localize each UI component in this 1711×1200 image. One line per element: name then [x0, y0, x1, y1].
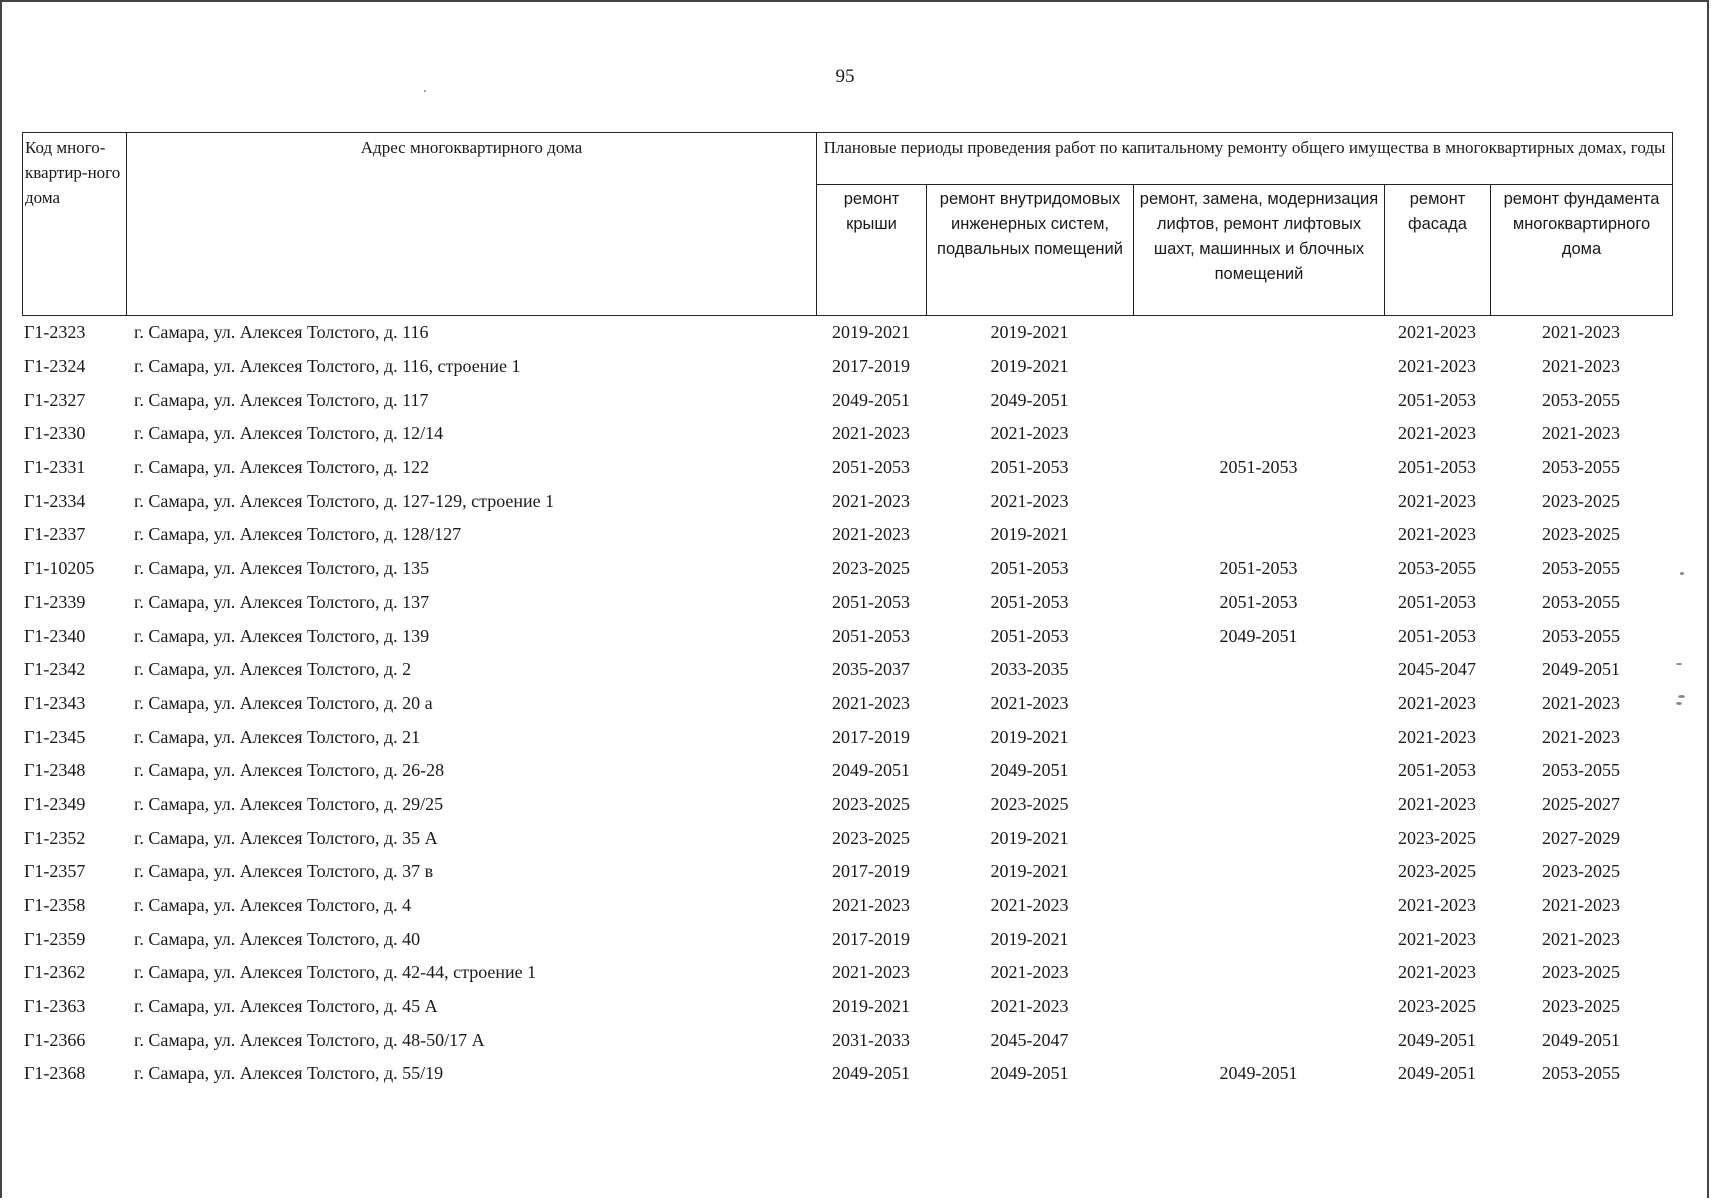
row-foundation-period: 2053-2055	[1542, 625, 1620, 646]
row-roof-period: 2049-2051	[832, 760, 910, 781]
row-elevators-period	[1133, 484, 1384, 518]
row-elevators-period	[1133, 383, 1384, 417]
row-code: Г1-2343	[24, 692, 86, 713]
table-body	[22, 316, 1672, 1091]
row-elevators-period	[1133, 687, 1384, 721]
row-address: г. Самара, ул. Алексея Толстого, д. 26-28	[134, 760, 445, 781]
row-engineering-period: 2021-2023	[990, 692, 1069, 713]
table-row	[22, 1057, 1672, 1091]
row-elevators-period	[1133, 417, 1384, 451]
row-code: Г1-2340	[24, 625, 86, 646]
row-roof-period: 2017-2019	[832, 356, 910, 377]
row-roof-period: 2035-2037	[832, 659, 910, 680]
row-facade-period: 2051-2053	[1398, 625, 1476, 646]
scan-speck	[424, 90, 426, 92]
row-elevators-period	[1133, 653, 1384, 687]
row-facade-period: 2021-2023	[1398, 322, 1476, 343]
row-roof-period: 2051-2053	[832, 591, 910, 612]
row-code: Г1-2331	[24, 457, 86, 478]
row-address: г. Самара, ул. Алексея Толстого, д. 48-50/17 А	[134, 1029, 485, 1050]
row-foundation-period: 2027-2029	[1542, 827, 1620, 848]
row-elevators-period: 2049-2051	[1219, 1063, 1298, 1084]
header-periods-group: Плановые периоды проведения работ по капитальному ремонту общего имущества в многоквартирных домах, годы	[817, 133, 1673, 185]
row-roof-period: 2051-2053	[832, 625, 910, 646]
row-code: Г1-2358	[24, 895, 86, 916]
table-row	[22, 889, 1672, 923]
row-code: Г1-2327	[24, 389, 86, 410]
row-foundation-period: 2023-2025	[1542, 962, 1620, 983]
table-row	[22, 316, 1672, 350]
row-facade-period: 2021-2023	[1398, 423, 1476, 444]
row-foundation-period: 2021-2023	[1542, 928, 1620, 949]
header-address: Адрес многоквартирного дома	[127, 133, 817, 316]
row-elevators-period	[1133, 821, 1384, 855]
row-engineering-period: 2045-2047	[990, 1029, 1069, 1050]
row-roof-period: 2021-2023	[832, 524, 910, 545]
table-row	[22, 1023, 1672, 1057]
row-elevators-period	[1133, 720, 1384, 754]
row-facade-period: 2051-2053	[1398, 760, 1476, 781]
row-engineering-period: 2051-2053	[990, 457, 1069, 478]
row-engineering-period: 2019-2021	[990, 861, 1069, 882]
row-facade-period: 2021-2023	[1398, 726, 1476, 747]
row-facade-period: 2021-2023	[1398, 895, 1476, 916]
table-row	[22, 350, 1672, 384]
row-roof-period: 2019-2021	[832, 996, 910, 1017]
table-row	[22, 653, 1672, 687]
row-engineering-period: 2021-2023	[990, 962, 1069, 983]
table-row	[22, 552, 1672, 586]
row-elevators-period	[1133, 889, 1384, 923]
row-code: Г1-2330	[24, 423, 86, 444]
row-engineering-period: 2021-2023	[990, 423, 1069, 444]
row-engineering-period: 2019-2021	[990, 524, 1069, 545]
row-roof-period: 2023-2025	[832, 827, 910, 848]
row-foundation-period: 2049-2051	[1542, 1029, 1620, 1050]
row-roof-period: 2023-2025	[832, 793, 910, 814]
row-address: г. Самара, ул. Алексея Толстого, д. 135	[134, 558, 430, 579]
header-elevators: ремонт, замена, модернизация лифтов, ремонт лифтовых шахт, машинных и блочных помещений	[1134, 185, 1385, 316]
row-address: г. Самара, ул. Алексея Толстого, д. 37 в	[134, 861, 434, 882]
row-facade-period: 2021-2023	[1398, 962, 1476, 983]
row-foundation-period: 2053-2055	[1542, 457, 1620, 478]
row-engineering-period: 2019-2021	[990, 827, 1069, 848]
row-engineering-period: 2021-2023	[990, 490, 1069, 511]
row-engineering-period: 2019-2021	[990, 322, 1069, 343]
table-row	[22, 754, 1672, 788]
table-row	[22, 586, 1672, 620]
row-facade-period: 2021-2023	[1398, 490, 1476, 511]
row-foundation-period: 2021-2023	[1542, 423, 1620, 444]
row-foundation-period: 2021-2023	[1542, 726, 1620, 747]
row-address: г. Самара, ул. Алексея Толстого, д. 127-129, строение 1	[134, 490, 555, 511]
header-foundation: ремонт фундамента многоквартирного дома	[1491, 185, 1673, 316]
row-facade-period: 2023-2025	[1398, 996, 1476, 1017]
row-engineering-period: 2019-2021	[990, 356, 1069, 377]
row-engineering-period: 2049-2051	[990, 389, 1069, 410]
row-facade-period: 2049-2051	[1398, 1029, 1476, 1050]
row-engineering-period: 2023-2025	[990, 793, 1069, 814]
row-engineering-period: 2021-2023	[990, 996, 1069, 1017]
row-address: г. Самара, ул. Алексея Толстого, д. 55/19	[134, 1063, 444, 1084]
row-elevators-period: 2051-2053	[1219, 591, 1298, 612]
row-elevators-period	[1133, 518, 1384, 552]
row-roof-period: 2021-2023	[832, 423, 910, 444]
row-facade-period: 2021-2023	[1398, 356, 1476, 377]
table-row	[22, 788, 1672, 822]
header-engineering: ремонт внутридомовых инженерных систем, подвальных помещений	[927, 185, 1134, 316]
table-row	[22, 451, 1672, 485]
row-address: г. Самара, ул. Алексея Толстого, д. 117	[134, 389, 429, 410]
row-engineering-period: 2019-2021	[990, 726, 1069, 747]
row-foundation-period: 2023-2025	[1542, 996, 1620, 1017]
table-row	[22, 484, 1672, 518]
row-facade-period: 2051-2053	[1398, 457, 1476, 478]
row-elevators-period: 2051-2053	[1219, 558, 1298, 579]
row-address: г. Самара, ул. Алексея Толстого, д. 35 А	[134, 827, 438, 848]
row-foundation-period: 2021-2023	[1542, 322, 1620, 343]
row-engineering-period: 2051-2053	[990, 558, 1069, 579]
row-facade-period: 2049-2051	[1398, 1063, 1476, 1084]
row-facade-period: 2023-2025	[1398, 861, 1476, 882]
row-foundation-period: 2023-2025	[1542, 490, 1620, 511]
row-address: г. Самара, ул. Алексея Толстого, д. 40	[134, 928, 421, 949]
row-engineering-period: 2019-2021	[990, 928, 1069, 949]
scan-speck	[1676, 702, 1682, 705]
row-roof-period: 2017-2019	[832, 861, 910, 882]
row-facade-period: 2021-2023	[1398, 928, 1476, 949]
row-facade-period: 2053-2055	[1398, 558, 1476, 579]
row-code: Г1-2363	[24, 996, 86, 1017]
row-engineering-period: 2049-2051	[990, 760, 1069, 781]
row-facade-period: 2045-2047	[1398, 659, 1476, 680]
row-code: Г1-2349	[24, 793, 86, 814]
row-roof-period: 2049-2051	[832, 389, 910, 410]
row-engineering-period: 2021-2023	[990, 895, 1069, 916]
row-address: г. Самара, ул. Алексея Толстого, д. 4	[134, 895, 412, 916]
row-foundation-period: 2023-2025	[1542, 524, 1620, 545]
table-row	[22, 821, 1672, 855]
row-foundation-period: 2053-2055	[1542, 558, 1620, 579]
row-foundation-period: 2053-2055	[1542, 389, 1620, 410]
scan-speck	[1680, 572, 1684, 575]
row-foundation-period: 2023-2025	[1542, 861, 1620, 882]
row-facade-period: 2021-2023	[1398, 692, 1476, 713]
row-code: Г1-2359	[24, 928, 86, 949]
row-elevators-period	[1133, 788, 1384, 822]
page-number: 95	[835, 66, 855, 87]
row-foundation-period: 2049-2051	[1542, 659, 1620, 680]
row-elevators-period	[1133, 922, 1384, 956]
row-address: г. Самара, ул. Алексея Толстого, д. 137	[134, 591, 430, 612]
table-row	[22, 956, 1672, 990]
row-facade-period: 2023-2025	[1398, 827, 1476, 848]
row-address: г. Самара, ул. Алексея Толстого, д. 21	[134, 726, 421, 747]
row-address: г. Самара, ул. Алексея Толстого, д. 116	[134, 322, 429, 343]
row-engineering-period: 2033-2035	[990, 659, 1069, 680]
table-row	[22, 383, 1672, 417]
table-header	[22, 132, 1673, 316]
row-roof-period: 2051-2053	[832, 457, 910, 478]
row-facade-period: 2051-2053	[1398, 591, 1476, 612]
row-code: Г1-2334	[24, 490, 86, 511]
header-facade: ремонт фасада	[1385, 185, 1491, 316]
table-row	[22, 855, 1672, 889]
row-address: г. Самара, ул. Алексея Толстого, д. 20 а	[134, 692, 433, 713]
row-code: Г1-2348	[24, 760, 86, 781]
row-elevators-period: 2051-2053	[1219, 457, 1298, 478]
row-facade-period: 2051-2053	[1398, 389, 1476, 410]
row-address: г. Самара, ул. Алексея Толстого, д. 2	[134, 659, 412, 680]
capital-repair-table	[22, 132, 1672, 1091]
row-foundation-period: 2025-2027	[1542, 793, 1620, 814]
row-roof-period: 2019-2021	[832, 322, 910, 343]
table-row	[22, 619, 1672, 653]
row-code: Г1-2323	[24, 322, 86, 343]
table-row	[22, 687, 1672, 721]
row-foundation-period: 2053-2055	[1542, 1063, 1620, 1084]
row-address: г. Самара, ул. Алексея Толстого, д. 29/25	[134, 793, 444, 814]
row-foundation-period: 2053-2055	[1542, 760, 1620, 781]
row-code: Г1-2357	[24, 861, 86, 882]
row-elevators-period: 2049-2051	[1219, 625, 1298, 646]
row-code: Г1-2342	[24, 659, 86, 680]
row-code: Г1-2337	[24, 524, 86, 545]
row-roof-period: 2031-2033	[832, 1029, 910, 1050]
row-code: Г1-2352	[24, 827, 86, 848]
row-code: Г1-2339	[24, 591, 86, 612]
header-roof: ремонт крыши	[817, 185, 927, 316]
scan-speck	[1676, 663, 1682, 665]
row-foundation-period: 2021-2023	[1542, 692, 1620, 713]
row-roof-period: 2021-2023	[832, 490, 910, 511]
row-code: Г1-10205	[24, 558, 95, 579]
row-elevators-period	[1133, 350, 1384, 384]
row-roof-period: 2021-2023	[832, 692, 910, 713]
row-engineering-period: 2051-2053	[990, 591, 1069, 612]
row-address: г. Самара, ул. Алексея Толстого, д. 45 А	[134, 996, 438, 1017]
row-code: Г1-2324	[24, 356, 86, 377]
row-elevators-period	[1133, 990, 1384, 1024]
row-foundation-period: 2021-2023	[1542, 895, 1620, 916]
row-roof-period: 2017-2019	[832, 928, 910, 949]
row-address: г. Самара, ул. Алексея Толстого, д. 12/14	[134, 423, 444, 444]
row-foundation-period: 2021-2023	[1542, 356, 1620, 377]
row-address: г. Самара, ул. Алексея Толстого, д. 42-44, строение 1	[134, 962, 537, 983]
row-engineering-period: 2049-2051	[990, 1063, 1069, 1084]
row-roof-period: 2021-2023	[832, 895, 910, 916]
scan-speck	[1678, 695, 1685, 698]
row-code: Г1-2368	[24, 1063, 86, 1084]
row-roof-period: 2049-2051	[832, 1063, 910, 1084]
table-row	[22, 417, 1672, 451]
row-facade-period: 2021-2023	[1398, 793, 1476, 814]
row-elevators-period	[1133, 1023, 1384, 1057]
row-address: г. Самара, ул. Алексея Толстого, д. 122	[134, 457, 430, 478]
row-code: Г1-2362	[24, 962, 86, 983]
table-row	[22, 720, 1672, 754]
row-elevators-period	[1133, 855, 1384, 889]
row-address: г. Самара, ул. Алексея Толстого, д. 139	[134, 625, 430, 646]
row-roof-period: 2021-2023	[832, 962, 910, 983]
table-row	[22, 922, 1672, 956]
row-address: г. Самара, ул. Алексея Толстого, д. 128/127	[134, 524, 462, 545]
row-address: г. Самара, ул. Алексея Толстого, д. 116, строение 1	[134, 356, 521, 377]
row-elevators-period	[1133, 316, 1384, 350]
row-elevators-period	[1133, 956, 1384, 990]
row-roof-period: 2017-2019	[832, 726, 910, 747]
table-row	[22, 990, 1672, 1024]
row-foundation-period: 2053-2055	[1542, 591, 1620, 612]
row-elevators-period	[1133, 754, 1384, 788]
row-facade-period: 2021-2023	[1398, 524, 1476, 545]
row-code: Г1-2366	[24, 1029, 86, 1050]
header-code: Код много-квартир-ного дома	[23, 133, 127, 316]
row-code: Г1-2345	[24, 726, 86, 747]
row-engineering-period: 2051-2053	[990, 625, 1069, 646]
table-row	[22, 518, 1672, 552]
row-roof-period: 2023-2025	[832, 558, 910, 579]
